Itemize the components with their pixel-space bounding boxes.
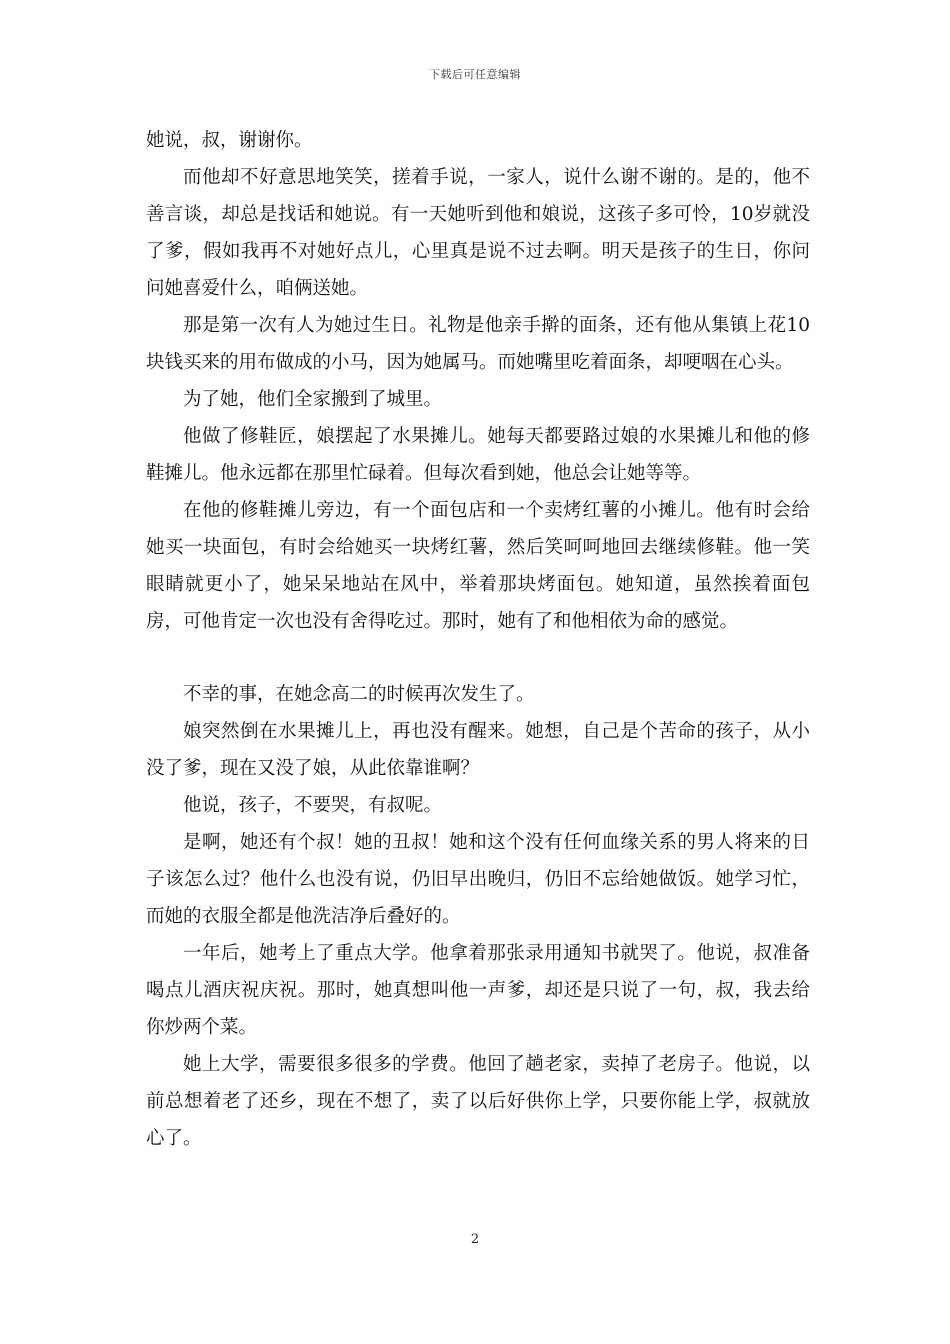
paragraph-spacer [146,640,810,676]
page-number: 2 [470,1232,480,1247]
paragraph-6: 在他的修鞋摊儿旁边，有一个面包店和一个卖烤红薯的小摊儿。他有时会给她买一块面包，有时会给她买一块烤红薯，然后笑呵呵地回去继续修鞋。他一笑眼睛就更小了，她呆呆地站在风中，举着那块烤面包。她知道，虽然挨着面包房，可他肯定一次也没有舍得吃过。那时，她有了和他相依为命的感觉。 [146,500,810,632]
paragraph-12: 她上大学，需要很多很多的学费。他回了趟老家，卖掉了老房子。他说，以前总想着老了还乡，现在不想了，卖了以后好供你上学，只要你能上学，叔就放心了。 [146,1054,810,1149]
page-header-note: 下载后可任意编辑 [429,68,521,81]
paragraph-11: 一年后，她考上了重点大学。他拿着那张录用通知书就哭了。他说，叔准备喝点儿酒庆祝庆祝。那时，她真想叫他一声爹，却还是只说了一句，叔，我去给你炒两个菜。 [146,943,810,1038]
paragraph-8: 娘突然倒在水果摊儿上，再也没有醒来。她想，自己是个苦命的孩子，从小没了爹，现在又没了娘，从此依靠谁啊？ [146,721,810,779]
paragraph-5: 他做了修鞋匠，娘摆起了水果摊儿。她每天都要路过娘的水果摊儿和他的修鞋摊儿。他永远都在那里忙碌着。但每次看到她，他总会让她等等。 [146,426,810,484]
paragraph-1: 她说，叔，谢谢你。 [146,130,313,151]
paragraph-10: 是啊，她还有个叔！她的丑叔！她和这个没有任何血缘关系的男人将来的日子该怎么过？他什么也没有说，仍旧早出晚归，仍旧不忘给她做饭。她学习忙，而她的衣服全都是他洗洁净后叠好的。 [146,832,810,927]
paragraph-4: 为了她，他们全家搬到了城里。 [183,389,443,410]
paragraph-2: 而他却不好意思地笑笑，搓着手说，一家人，说什么谢不谢的。是的，他不善言谈，却总是找话和她说。有一天她听到他和娘说，这孩子多可怜，10岁就没了爹，假如我再不对她好点儿，心里真是说不过去啊。明天是孩子的生日，你问问她喜爱什么，咱俩送她。 [146,167,810,299]
paragraph-9: 他说，孩子，不要哭，有叔呢。 [183,795,443,816]
document-body [146,122,810,1157]
paragraph-3: 那是第一次有人为她过生日。礼物是他亲手擀的面条，还有他从集镇上花10块钱买来的用布做成的小马，因为她属马。而她嘴里吃着面条，却哽咽在心头。 [146,315,810,373]
paragraph-7: 不幸的事，在她念高二的时候再次发生了。 [183,684,535,705]
